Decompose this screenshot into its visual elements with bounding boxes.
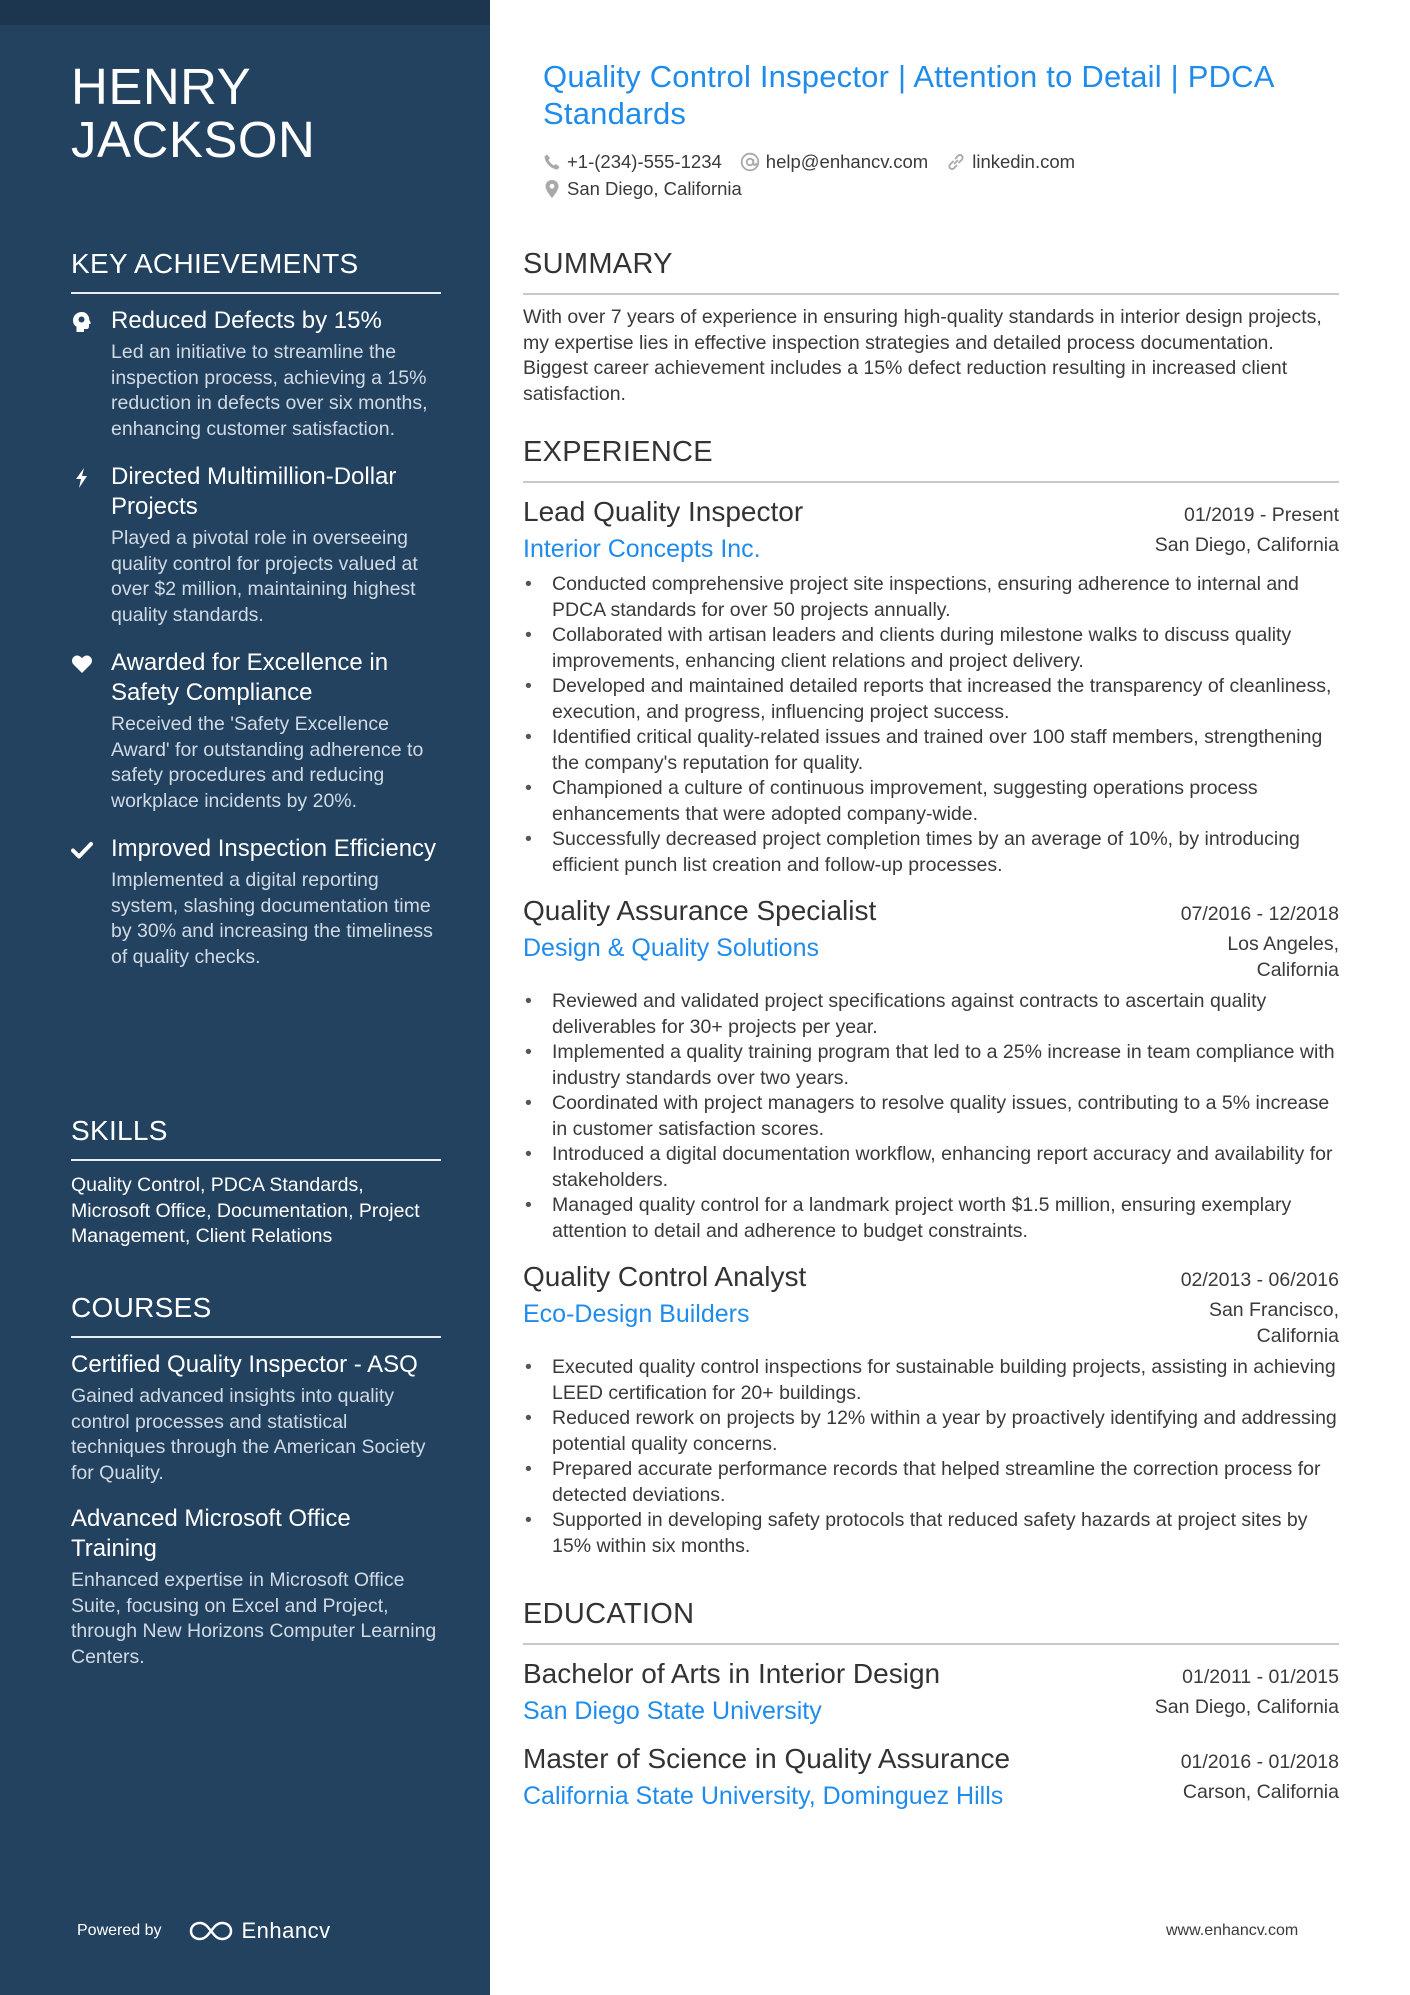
education-location: Carson, California: [1182, 1781, 1339, 1803]
enhancv-brand-name: Enhancv: [241, 1918, 331, 1943]
job-entry: [523, 1258, 1339, 1559]
achievement-description: Implemented a digital reporting system, slashing documentation time by 30% and increasing the timeliness of quality checks.: [111, 869, 433, 968]
phone-number: +1-(234)-555-1234: [567, 150, 722, 172]
skills-list: Quality Control, PDCA Standards, Microsoft Office, Documentation, Project Management, Client Relations: [71, 1174, 420, 1247]
powered-by: [77, 1918, 331, 1944]
key-achievements-heading: KEY ACHIEVEMENTS: [71, 248, 441, 294]
job-location: San Diego, California: [1154, 534, 1339, 556]
achievement-item: [71, 462, 441, 628]
job-bullet: • Managed quality control for a landmark project worth $1.5 million, ensuring exemplary attention to detail and adherence to budget constraints.: [523, 1193, 1339, 1244]
education-location: San Diego, California: [1154, 1696, 1339, 1718]
experience-heading: EXPERIENCE: [523, 436, 1339, 483]
job-dates: 02/2013 - 06/2016: [1180, 1269, 1339, 1291]
school-name: California State University, Dominguez Hills: [523, 1782, 1004, 1810]
key-achievements-section: [71, 248, 441, 990]
achievement-item: [71, 648, 441, 814]
heart-icon: [71, 653, 93, 675]
enhancv-brand[interactable]: [188, 1918, 331, 1944]
achievement-title: Reduced Defects by 15%: [111, 307, 382, 334]
email-contact[interactable]: [740, 151, 928, 173]
course-title: Certified Quality Inspector - ASQ: [71, 1351, 418, 1378]
job-title: Quality Control Analyst: [523, 1261, 807, 1292]
link-icon: [946, 152, 966, 172]
at-sign-icon: [740, 152, 760, 172]
job-bullet: • Successfully decreased project completion times by an average of 10%, by introducing efficient punch list creation and follow-up processes.: [523, 827, 1339, 878]
job-bullets: [523, 572, 1339, 878]
sidebar-top-bar: [0, 0, 490, 25]
job-bullet: • Conducted comprehensive project site inspections, ensuring adherence to internal and PDCA standards for over 50 projects annually.: [523, 572, 1339, 623]
job-bullet: • Reviewed and validated project specifications against contracts to ascertain quality deliverables for 30+ projects per year.: [523, 989, 1339, 1040]
experience-section: [523, 436, 1339, 1573]
degree-name: Bachelor of Arts in Interior Design: [523, 1658, 941, 1689]
education-heading: EDUCATION: [523, 1598, 1339, 1645]
summary-section: [523, 248, 1339, 407]
skills-section: [71, 1115, 441, 1250]
headline: Quality Control Inspector | Attention to Detail | PDCA Standards: [543, 59, 1273, 131]
job-title: Quality Assurance Specialist: [523, 895, 877, 926]
job-bullet: • Championed a culture of continuous improvement, suggesting operations process enhancements that were adopted company-wide.: [523, 776, 1339, 827]
location-contact: [543, 178, 742, 200]
job-bullet: • Executed quality control inspections for sustainable building projects, assisting in achieving LEED certification for 20+ buildings.: [523, 1355, 1339, 1406]
linkedin-url: linkedin.com: [972, 150, 1076, 172]
job-bullet: • Prepared accurate performance records that helped streamline the correction process for detected deviations.: [523, 1457, 1339, 1508]
lightning-bolt-icon: [71, 467, 93, 489]
achievement-description: Led an initiative to streamline the inspection process, achieving a 15% reduction in defects over six months, enhancing customer satisfaction.: [111, 341, 428, 440]
job-title: Lead Quality Inspector: [523, 496, 804, 527]
job-bullet: • Developed and maintained detailed reports that increased the transparency of cleanliness, execution, and progress, influencing project success.: [523, 674, 1339, 725]
achievement-item: [71, 306, 441, 442]
achievement-title: Awarded for Excellence in Safety Compliance: [111, 649, 389, 706]
education-dates: 01/2011 - 01/2015: [1182, 1666, 1339, 1688]
education-entry: [523, 1740, 1339, 1813]
courses-section: [71, 1292, 441, 1688]
job-dates: 01/2019 - Present: [1183, 504, 1339, 526]
job-bullet: • Reduced rework on projects by 12% within a year by proactively identifying and addressing potential quality concerns.: [523, 1406, 1339, 1457]
course-item: [71, 1350, 441, 1486]
education-entry: [523, 1655, 1339, 1728]
job-bullet: • Introduced a digital documentation workflow, enhancing report accuracy and availability for stakeholders.: [523, 1142, 1339, 1193]
job-bullet: • Supported in developing safety protocols that reduced safety hazards at project sites by 15% within six months.: [523, 1508, 1339, 1559]
course-description: Enhanced expertise in Microsoft Office Suite, focusing on Excel and Project, through New Horizons Computer Learning Centers.: [71, 1569, 437, 1668]
course-description: Gained advanced insights into quality control processes and statistical techniques through the American Society for Quality.: [71, 1385, 426, 1484]
course-item: [71, 1504, 441, 1670]
summary-text: With over 7 years of experience in ensuring high-quality standards in interior design projects, my expertise lies in effective inspection strategies and detailed process documentation. Biggest career achievement includes a 15% defect reduction resulting in increased client satisfaction.: [523, 306, 1322, 405]
course-title: Advanced Microsoft Office Training: [71, 1505, 351, 1562]
skills-heading: SKILLS: [71, 1115, 441, 1161]
linkedin-contact[interactable]: [946, 151, 1075, 173]
company-name: Design & Quality Solutions: [523, 934, 819, 962]
location-pin-icon: [543, 179, 561, 199]
checkmark-icon: [71, 839, 93, 861]
education-dates: 01/2016 - 01/2018: [1180, 1751, 1339, 1773]
job-bullets: [523, 1355, 1339, 1559]
job-location: Los Angeles, California: [1227, 933, 1339, 981]
phone-icon: [543, 153, 561, 171]
job-bullet: • Collaborated with artisan leaders and clients during milestone walks to discuss quality improvements, enhancing client relations and project delivery.: [523, 623, 1339, 674]
achievement-description: Played a pivotal role in overseeing quality control for projects valued at over $2 million, maintaining highest quality standards.: [111, 527, 418, 626]
job-bullets: [523, 989, 1339, 1244]
location-text: San Diego, California: [567, 177, 742, 199]
job-bullet: • Implemented a quality training program that led to a 25% increase in team compliance with industry standards over two years.: [523, 1040, 1339, 1091]
powered-by-label: Powered by: [77, 1922, 162, 1939]
email-address: help@enhancv.com: [765, 150, 929, 172]
achievement-description: Received the 'Safety Excellence Award' for outstanding adherence to safety procedures and reducing workplace incidents by 20%.: [111, 713, 424, 812]
candidate-name: HENRY JACKSON: [71, 58, 316, 168]
achievement-title: Improved Inspection Efficiency: [111, 835, 437, 862]
achievement-title: Directed Multimillion-Dollar Projects: [111, 463, 397, 520]
enhancv-logo-icon: [188, 1919, 234, 1943]
education-section: [523, 1598, 1339, 1825]
lightbulb-head-icon: [71, 311, 93, 333]
job-bullet: • Coordinated with project managers to resolve quality issues, contributing to a 5% increase in customer satisfaction scores.: [523, 1091, 1339, 1142]
degree-name: Master of Science in Quality Assurance: [523, 1743, 1011, 1774]
school-name: San Diego State University: [523, 1697, 822, 1725]
job-location: San Francisco, California: [1208, 1299, 1339, 1347]
contact-info: [543, 148, 1323, 202]
company-name: Eco-Design Builders: [523, 1300, 750, 1328]
summary-heading: SUMMARY: [523, 248, 1339, 295]
sidebar: [0, 0, 490, 1995]
phone-contact[interactable]: [543, 151, 722, 173]
job-entry: [523, 493, 1339, 878]
job-bullet: • Identified critical quality-related issues and trained over 100 staff members, strengthening the company's reputation for quality.: [523, 725, 1339, 776]
footer-website-link[interactable]: www.enhancv.com: [1166, 1922, 1299, 1939]
achievement-item: [71, 834, 441, 970]
job-dates: 07/2016 - 12/2018: [1180, 903, 1339, 925]
company-name: Interior Concepts Inc.: [523, 535, 761, 563]
courses-heading: COURSES: [71, 1292, 441, 1338]
job-entry: [523, 892, 1339, 1244]
